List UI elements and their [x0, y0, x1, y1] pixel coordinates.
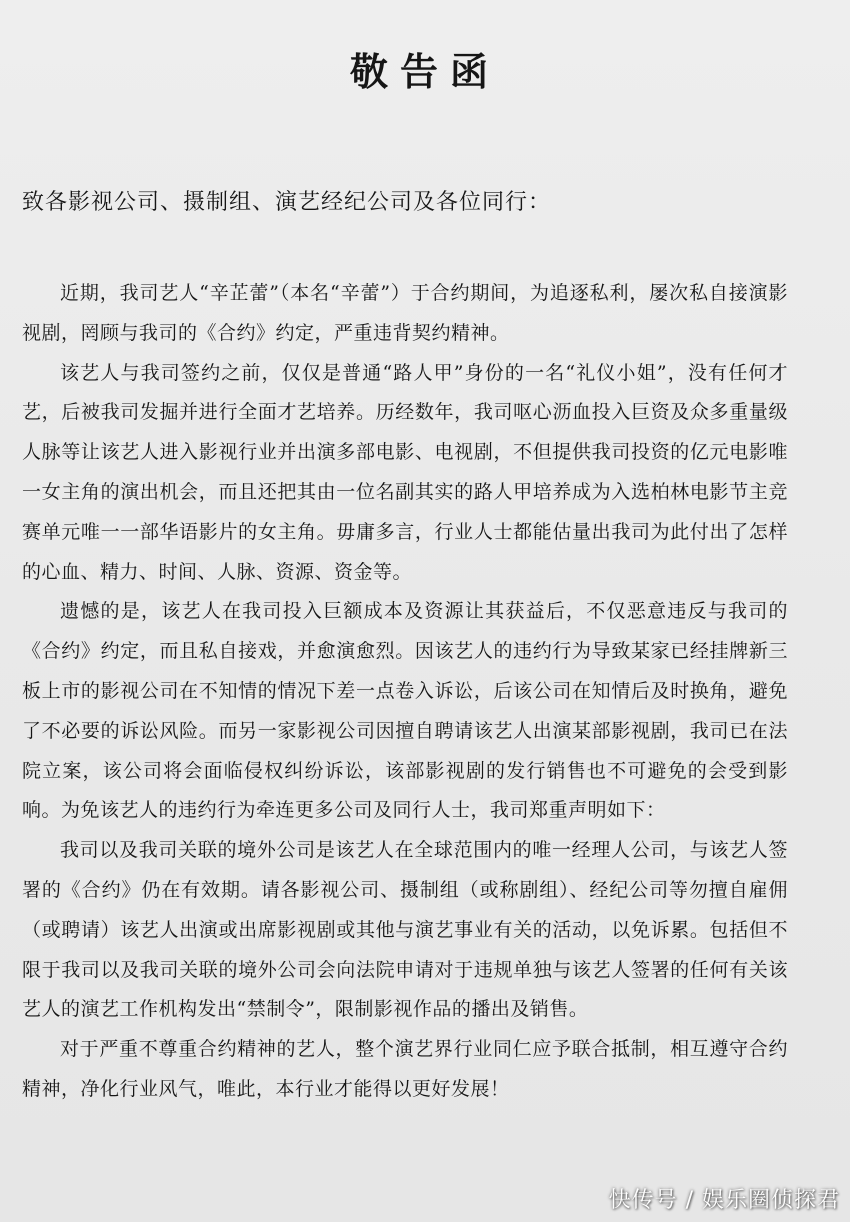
paragraph: 遗憾的是，该艺人在我司投入巨额成本及资源让其获益后，不仅恶意违反与我司的《合约》约定，而且私自接戏，并愈演愈烈。因该艺人的违约行为导致某家已经挂牌新三板上市的影视公司在不知情的情况下差一点卷入诉讼，后该公司在知情后及时换角，避免了不必要的诉讼风险。而另一家影视公司因擅自聘请该艺人出演某部影视剧，我司已在法院立案，该公司将会面临侵权纠纷诉讼，该部影视剧的发行销售也不可避免的会受到影响。为免该艺人的违约行为牵连更多公司及同行人士，我司郑重声明如下：	[22, 600, 788, 822]
paragraph: 对于严重不尊重合约精神的艺人，整个演艺界行业同仁应予联合抵制，相互遵守合约精神，净化行业风气，唯此，本行业才能得以更好发展！	[22, 1038, 788, 1100]
paragraph: 该艺人与我司签约之前，仅仅是普通“路人甲”身份的一名“礼仪小姐”，没有任何才艺，后被我司发掘并进行全面才艺培养。历经数年，我司呕心沥血投入巨资及众多重量级人脉等让该艺人进入影视行业并出演多部电影、电视剧，不但提供我司投资的亿元电影唯一女主角的演出机会，而且还把其由一位名副其实的路人甲培养成为入选柏林电影节主竞赛单元唯一一部华语影片的女主角。毋庸多言，行业人士都能估量出我司为此付出了怎样的心血、精力、时间、人脉、资源、资金等。	[22, 361, 788, 583]
document-title: 敬告函	[349, 49, 500, 94]
source-watermark: 快传号 / 娱乐圈侦探君	[608, 1188, 840, 1213]
paragraph: 近期，我司艺人“辛芷蕾”（本名“辛蕾”）于合约期间，为追逐私利，屡次私自接演影视剧，罔顾与我司的《合约》约定，严重违背契约精神。	[22, 282, 788, 344]
salutation: 致各影视公司、摄制组、演艺经纪公司及各位同行：	[22, 190, 552, 215]
letter-body	[22, 274, 788, 1110]
paragraph: 我司以及我司关联的境外公司是该艺人在全球范围内的唯一经理人公司，与该艺人签署的《合约》仍在有效期。请各影视公司、摄制组（或称剧组）、经纪公司等勿擅自雇佣（或聘请）该艺人出演或出席影视剧或其他与演艺事业有关的活动，以免诉累。包括但不限于我司以及我司关联的境外公司会向法院申请对于违规单独与该艺人签署的任何有关该艺人的演艺工作机构发出“禁制令”，限制影视作品的播出及销售。	[22, 839, 788, 1021]
